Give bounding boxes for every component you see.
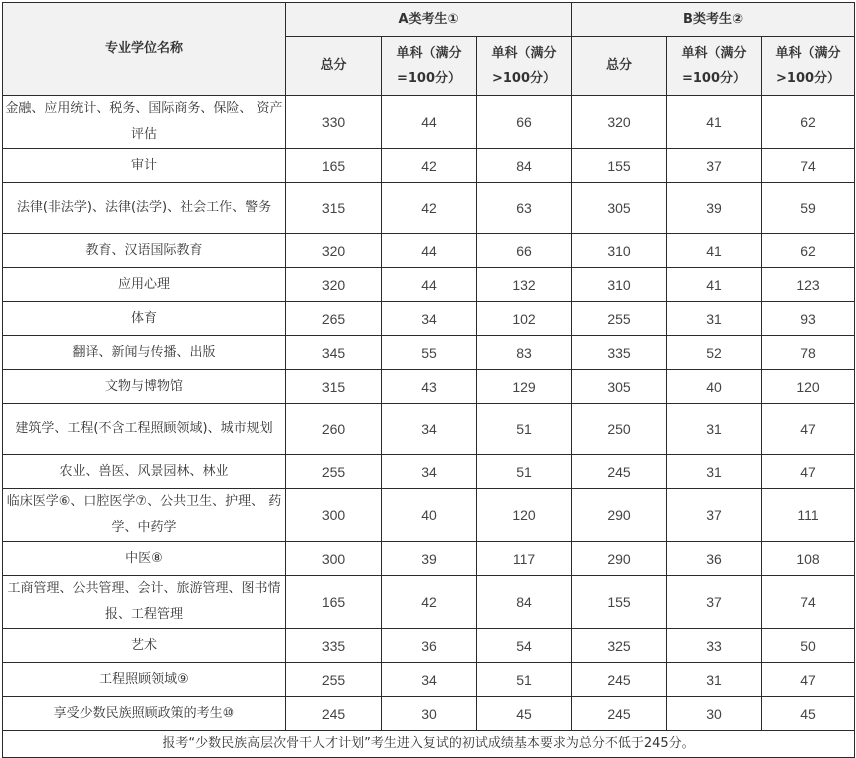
table-row — [3, 370, 855, 404]
a-single-100-cell: 30 — [382, 697, 477, 731]
a-total-cell: 265 — [286, 302, 382, 336]
a-single-100-cell: 34 — [382, 302, 477, 336]
b-total-cell: 245 — [572, 697, 667, 731]
header-b-total: 总分 — [572, 37, 667, 96]
table-row — [3, 455, 855, 489]
table-row — [3, 404, 855, 455]
b-single-gt100-cell: 123 — [762, 268, 855, 302]
b-total-cell: 255 — [572, 302, 667, 336]
table-body — [3, 96, 855, 731]
header-a-single-100 — [382, 37, 477, 96]
a-single-100-cell: 36 — [382, 629, 477, 663]
header-line: =100分） — [681, 71, 747, 86]
header-line: 单科（满分 — [396, 46, 462, 61]
major-name-cell: 应用心理 — [3, 268, 286, 302]
b-single-100-cell: 31 — [667, 455, 762, 489]
b-total-cell: 250 — [572, 404, 667, 455]
table-row — [3, 576, 855, 629]
b-total-cell: 320 — [572, 96, 667, 149]
a-single-100-cell: 44 — [382, 234, 477, 268]
a-total-cell: 260 — [286, 404, 382, 455]
a-single-gt100-cell: 117 — [477, 542, 572, 576]
score-requirements-table — [2, 2, 855, 758]
b-total-cell: 155 — [572, 149, 667, 183]
b-single-gt100-cell: 62 — [762, 96, 855, 149]
a-single-100-cell: 55 — [382, 336, 477, 370]
b-single-gt100-cell: 47 — [762, 404, 855, 455]
a-single-gt100-cell: 51 — [477, 455, 572, 489]
b-total-cell: 305 — [572, 370, 667, 404]
a-total-cell: 255 — [286, 455, 382, 489]
a-single-100-cell: 34 — [382, 455, 477, 489]
header-b-single-gt100 — [762, 37, 855, 96]
a-single-100-cell: 44 — [382, 268, 477, 302]
b-total-cell: 305 — [572, 183, 667, 234]
a-single-gt100-cell: 84 — [477, 576, 572, 629]
a-total-cell: 345 — [286, 336, 382, 370]
b-total-cell: 245 — [572, 663, 667, 697]
b-single-100-cell: 41 — [667, 96, 762, 149]
header-a-total: 总分 — [286, 37, 382, 96]
b-single-100-cell: 39 — [667, 183, 762, 234]
b-single-100-cell: 37 — [667, 489, 762, 542]
table-row — [3, 183, 855, 234]
b-single-gt100-cell: 47 — [762, 663, 855, 697]
b-total-cell: 310 — [572, 268, 667, 302]
a-single-100-cell: 44 — [382, 96, 477, 149]
b-single-gt100-cell: 74 — [762, 576, 855, 629]
a-single-100-cell: 42 — [382, 149, 477, 183]
table-row — [3, 302, 855, 336]
major-name-cell: 临床医学⑥、口腔医学⑦、公共卫生、护理、 药学、中药学 — [3, 489, 286, 542]
b-single-gt100-cell: 47 — [762, 455, 855, 489]
table-row — [3, 697, 855, 731]
b-single-gt100-cell: 93 — [762, 302, 855, 336]
a-single-gt100-cell: 66 — [477, 234, 572, 268]
a-total-cell: 165 — [286, 149, 382, 183]
b-single-100-cell: 41 — [667, 268, 762, 302]
b-single-100-cell: 37 — [667, 149, 762, 183]
b-single-gt100-cell: 108 — [762, 542, 855, 576]
a-single-gt100-cell: 84 — [477, 149, 572, 183]
a-single-gt100-cell: 66 — [477, 96, 572, 149]
a-single-100-cell: 42 — [382, 183, 477, 234]
b-total-cell: 325 — [572, 629, 667, 663]
a-single-100-cell: 43 — [382, 370, 477, 404]
a-total-cell: 315 — [286, 370, 382, 404]
footnote: 报考“少数民族高层次骨干人才计划”考生进入复试的初试成绩基本要求为总分不低于245分。 — [3, 731, 855, 758]
major-name-cell: 金融、应用统计、税务、国际商务、保险、 资产评估 — [3, 96, 286, 149]
b-single-gt100-cell: 62 — [762, 234, 855, 268]
b-single-gt100-cell: 59 — [762, 183, 855, 234]
major-name-cell: 工程照顾领域⑨ — [3, 663, 286, 697]
major-name-cell: 工商管理、公共管理、会计、旅游管理、图书情报、工程管理 — [3, 576, 286, 629]
b-single-gt100-cell: 45 — [762, 697, 855, 731]
b-single-100-cell: 31 — [667, 404, 762, 455]
header-line: 单科（满分 — [491, 46, 557, 61]
major-name-cell: 建筑学、工程(不含工程照顾领域)、城市规划 — [3, 404, 286, 455]
table-row — [3, 629, 855, 663]
a-single-100-cell: 42 — [382, 576, 477, 629]
header-group-b: B类考生② — [572, 3, 855, 37]
a-total-cell: 335 — [286, 629, 382, 663]
a-single-gt100-cell: 51 — [477, 663, 572, 697]
b-single-gt100-cell: 74 — [762, 149, 855, 183]
a-single-gt100-cell: 63 — [477, 183, 572, 234]
major-name-cell: 农业、兽医、风景园林、林业 — [3, 455, 286, 489]
b-total-cell: 310 — [572, 234, 667, 268]
b-total-cell: 155 — [572, 576, 667, 629]
a-single-gt100-cell: 132 — [477, 268, 572, 302]
b-total-cell: 245 — [572, 455, 667, 489]
major-name-cell: 翻译、新闻与传播、出版 — [3, 336, 286, 370]
header-major-name: 专业学位名称 — [3, 3, 286, 96]
table-row — [3, 234, 855, 268]
b-total-cell: 290 — [572, 489, 667, 542]
b-single-100-cell: 33 — [667, 629, 762, 663]
major-name-cell: 文物与博物馆 — [3, 370, 286, 404]
table-row — [3, 542, 855, 576]
b-single-100-cell: 37 — [667, 576, 762, 629]
a-single-gt100-cell: 54 — [477, 629, 572, 663]
b-total-cell: 290 — [572, 542, 667, 576]
a-single-100-cell: 39 — [382, 542, 477, 576]
header-line: 单科（满分 — [775, 46, 841, 61]
b-single-gt100-cell: 120 — [762, 370, 855, 404]
a-total-cell: 300 — [286, 489, 382, 542]
table-header — [3, 3, 855, 96]
a-single-100-cell: 40 — [382, 489, 477, 542]
major-name-cell: 中医⑧ — [3, 542, 286, 576]
major-name-cell: 享受少数民族照顾政策的考生⑩ — [3, 697, 286, 731]
a-single-gt100-cell: 120 — [477, 489, 572, 542]
major-name-cell: 法律(非法学)、法律(法学)、社会工作、警务 — [3, 183, 286, 234]
table-row — [3, 336, 855, 370]
b-total-cell: 335 — [572, 336, 667, 370]
major-name-cell: 审计 — [3, 149, 286, 183]
major-name-cell: 体育 — [3, 302, 286, 336]
header-b-single-100 — [667, 37, 762, 96]
a-single-gt100-cell: 83 — [477, 336, 572, 370]
b-single-gt100-cell: 50 — [762, 629, 855, 663]
a-total-cell: 320 — [286, 234, 382, 268]
a-total-cell: 165 — [286, 576, 382, 629]
a-total-cell: 330 — [286, 96, 382, 149]
b-single-100-cell: 31 — [667, 302, 762, 336]
table-row — [3, 268, 855, 302]
header-line: >100分） — [776, 71, 841, 86]
a-single-gt100-cell: 102 — [477, 302, 572, 336]
header-a-single-gt100 — [477, 37, 572, 96]
b-single-gt100-cell: 78 — [762, 336, 855, 370]
table-row — [3, 663, 855, 697]
a-single-gt100-cell: 51 — [477, 404, 572, 455]
header-line: >100分） — [491, 71, 557, 86]
table-row — [3, 96, 855, 149]
a-total-cell: 320 — [286, 268, 382, 302]
major-name-cell: 教育、汉语国际教育 — [3, 234, 286, 268]
header-group-a: A类考生① — [286, 3, 572, 37]
b-single-gt100-cell: 111 — [762, 489, 855, 542]
b-single-100-cell: 52 — [667, 336, 762, 370]
a-single-100-cell: 34 — [382, 663, 477, 697]
table-row — [3, 489, 855, 542]
a-total-cell: 255 — [286, 663, 382, 697]
a-single-gt100-cell: 129 — [477, 370, 572, 404]
a-single-100-cell: 34 — [382, 404, 477, 455]
b-single-100-cell: 41 — [667, 234, 762, 268]
b-single-100-cell: 30 — [667, 697, 762, 731]
b-single-100-cell: 40 — [667, 370, 762, 404]
a-total-cell: 300 — [286, 542, 382, 576]
b-single-100-cell: 36 — [667, 542, 762, 576]
a-total-cell: 245 — [286, 697, 382, 731]
a-single-gt100-cell: 45 — [477, 697, 572, 731]
major-name-cell: 艺术 — [3, 629, 286, 663]
header-line: =100分） — [396, 71, 462, 86]
a-total-cell: 315 — [286, 183, 382, 234]
b-single-100-cell: 31 — [667, 663, 762, 697]
table-row — [3, 149, 855, 183]
header-line: 单科（满分 — [681, 46, 747, 61]
